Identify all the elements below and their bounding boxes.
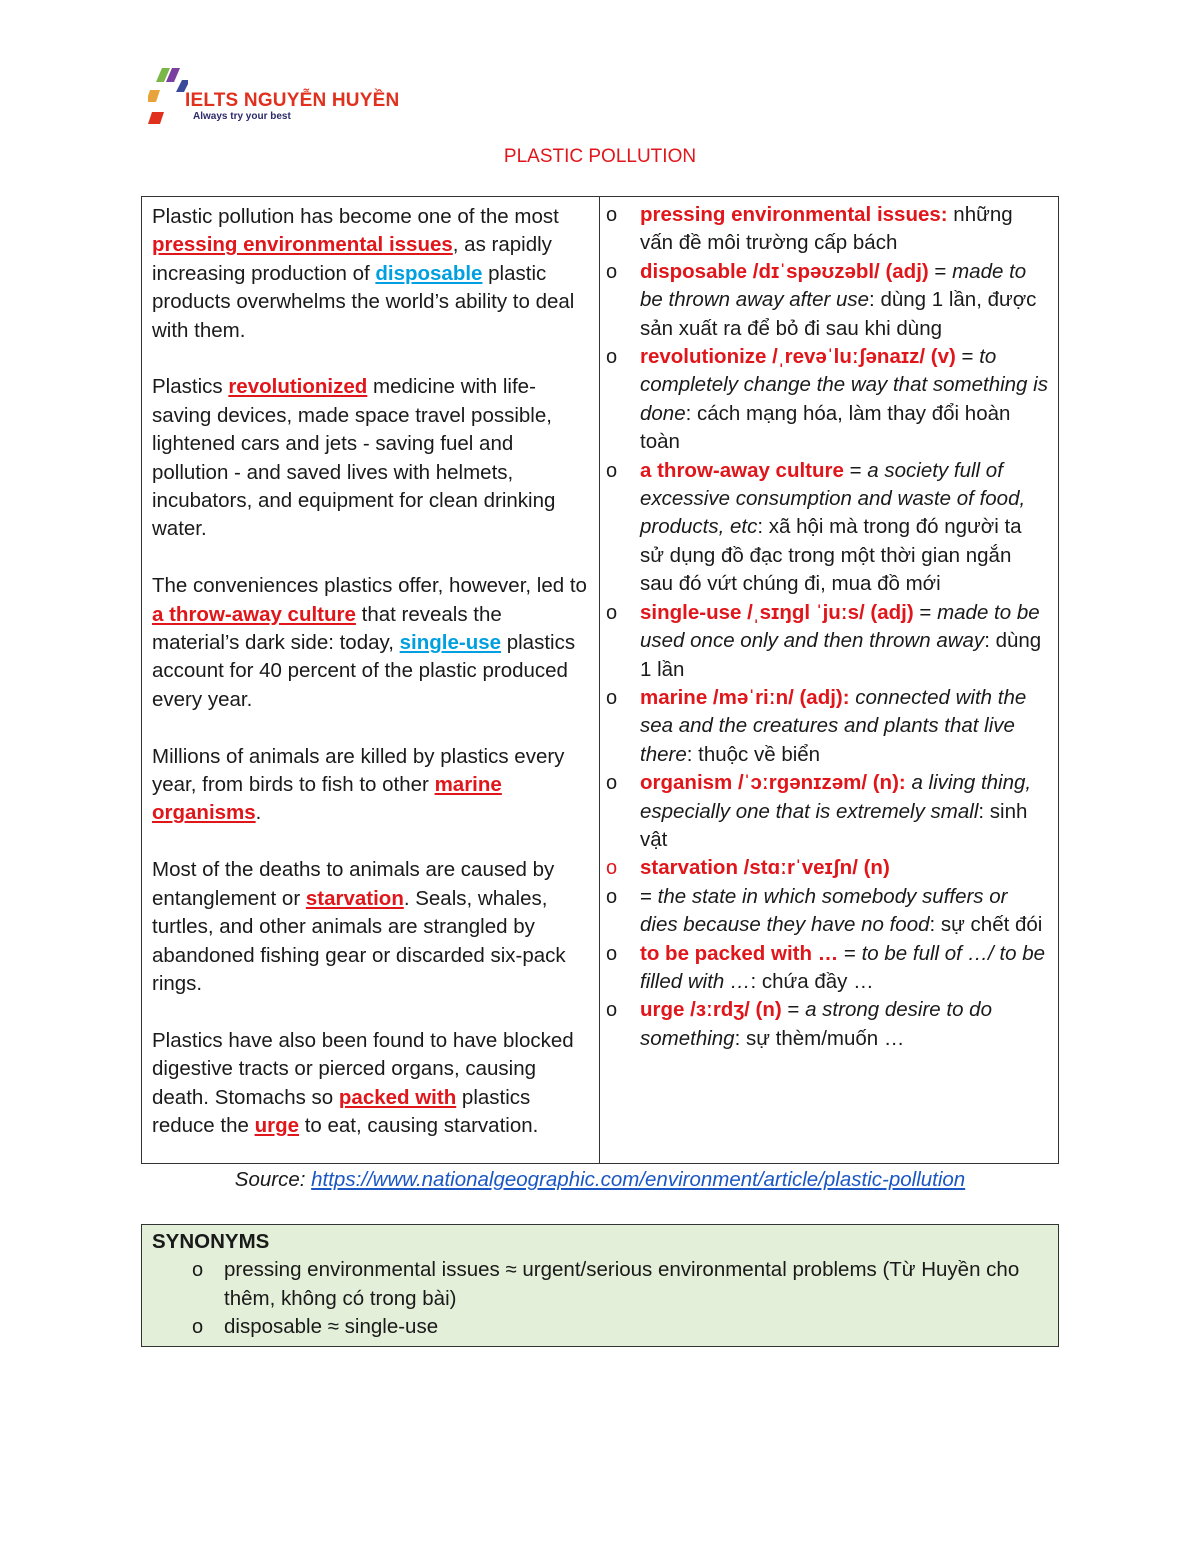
bullet-icon: o xyxy=(606,204,618,226)
logo-name: IELTS NGUYỄN HUYỀN xyxy=(185,90,400,111)
synonym-text: pressing environmental issues ≈ urgent/serious environmental problems (Từ Huyền cho thêm, không có trong bài) xyxy=(224,1258,1020,1310)
vocab-item xyxy=(600,996,1048,1053)
vocabulary-column xyxy=(600,197,1058,1163)
highlighted-term: pressing environmental issues xyxy=(152,233,453,257)
text-run: Millions of animals are killed by plastics every year, from birds to fish to other xyxy=(152,744,565,797)
text-run: = xyxy=(640,884,658,908)
highlighted-term: urge xyxy=(254,1113,300,1137)
text-run: = xyxy=(838,941,862,965)
passage-paragraph xyxy=(152,743,589,828)
vocab-item xyxy=(600,343,1048,457)
vocabulary-table xyxy=(141,196,1059,1164)
text-run: = xyxy=(928,259,953,283)
bullet-icon: o xyxy=(606,260,618,283)
text-run: medicine with life-saving devices, made space travel possible, lightened cars and jets - saving fuel and pollution - and saved lives with helmets, incubators, and equipment for clean drinking water. xyxy=(152,375,556,541)
vocab-item xyxy=(600,684,1048,769)
vocab-item xyxy=(600,258,1048,343)
vocab-term: revolutionize /ˌrevəˈluːʃənaɪz/ (v) xyxy=(640,345,956,369)
bullet-icon: o xyxy=(606,885,618,908)
text-run: Plastics xyxy=(152,375,229,399)
source-link[interactable]: https://www.nationalgeographic.com/environment/article/plastic-pollution xyxy=(311,1168,966,1191)
text-run: that reveals the material’s dark side: today, xyxy=(152,602,502,655)
bullet-icon: o xyxy=(192,1259,204,1282)
text-run: . Seals, whales, turtles, and other animals are strangled by abandoned fishing gear or discarded six-pack rings. xyxy=(152,886,566,995)
vocab-definition: connected with the sea and the creatures and plants that live there xyxy=(640,685,1027,766)
text-run: plastics reduce the xyxy=(152,1085,531,1137)
text-run: : thuộc về biển xyxy=(686,742,821,766)
bullet-icon: o xyxy=(606,942,618,965)
synonym-text: disposable ≈ single-use xyxy=(224,1315,439,1339)
bullet-icon: o xyxy=(606,686,618,709)
text-run: : sự chết đói xyxy=(929,913,1043,937)
text-run: plastic products overwhelms the world’s ability to deal with them. xyxy=(152,261,575,342)
vocab-term: a throw-away culture xyxy=(640,458,844,482)
passage-paragraph xyxy=(152,203,589,345)
highlighted-term: disposable xyxy=(375,261,483,285)
text-run: = xyxy=(781,998,806,1022)
vocab-item xyxy=(600,769,1048,854)
logo-slogan: Always try your best xyxy=(193,111,291,122)
vocab-item xyxy=(600,201,1048,258)
vocab-item xyxy=(600,940,1048,997)
text-run: Most of the deaths to animals are caused by entanglement or xyxy=(152,858,555,910)
highlighted-term: marine organisms xyxy=(152,773,502,825)
page-title: PLASTIC POLLUTION xyxy=(503,146,697,167)
highlighted-term: a throw-away culture xyxy=(152,602,356,626)
vocab-definition: a strong desire to do something xyxy=(640,998,992,1050)
bullet-icon: o xyxy=(606,772,618,795)
bullet-icon: o xyxy=(606,857,618,880)
vocab-definition: to completely change the way that something is done xyxy=(640,345,1048,425)
passage-paragraph xyxy=(152,856,589,998)
text-run: plastics account for 40 percent of the plastic produced every year. xyxy=(152,631,576,711)
vocab-term: urge /ɜːrdʒ/ (n) xyxy=(640,998,782,1022)
vocab-definition: a society full of excessive consumption and waste of food, products, etc xyxy=(640,458,1026,539)
synonym-item xyxy=(152,1256,1048,1313)
source-label: Source: xyxy=(234,1168,306,1191)
vocab-item xyxy=(600,457,1048,599)
passage-paragraph xyxy=(152,1027,589,1141)
vocab-item xyxy=(600,854,1048,882)
bullet-icon: o xyxy=(606,999,618,1022)
vocab-term: organism /ˈɔːrɡənɪzəm/ (n): xyxy=(640,771,906,795)
source-line xyxy=(0,1168,1200,1192)
text-run: : dùng 1 lần xyxy=(640,629,1042,681)
text-run: to eat, causing starvation. xyxy=(299,1113,539,1137)
text-run: : cách mạng hóa, làm thay đổi hoàn toàn xyxy=(640,401,1011,454)
vocab-definition: made to be thrown away after use xyxy=(640,259,1027,312)
vocab-term: marine /məˈriːn/ (adj): xyxy=(640,685,850,709)
text-run: : sinh vật xyxy=(640,799,1028,851)
vocab-term: single-use /ˌsɪŋɡl ˈjuːs/ (adj) xyxy=(640,600,914,624)
bullet-icon: o xyxy=(192,1316,204,1339)
logo xyxy=(148,62,408,126)
bullet-icon: o xyxy=(606,346,618,369)
vocab-definition: a living thing, especially one that is extremely small xyxy=(640,771,1032,823)
text-run: = xyxy=(913,600,938,624)
text-run: Plastics have also been found to have blocked digestive tracts or pierced organs, causing death. Stomachs so xyxy=(152,1028,574,1109)
highlighted-term: revolutionized xyxy=(228,375,368,399)
synonyms-list xyxy=(152,1256,1048,1341)
vocab-definition: made to be used once only and then thrown away xyxy=(640,600,1040,653)
passage-paragraph xyxy=(152,572,589,714)
text-run: = xyxy=(955,345,980,369)
vocab-definition: to be full of …/ to be filled with … xyxy=(640,941,1046,993)
synonym-item xyxy=(152,1313,1048,1341)
text-run: : sự thèm/muốn … xyxy=(734,1026,905,1050)
text-run: : chứa đầy … xyxy=(750,969,874,993)
vocab-definition: the state in which somebody suffers or dies because they have no food xyxy=(640,884,1008,937)
synonyms-box xyxy=(141,1224,1059,1347)
vocab-term: to be packed with … xyxy=(640,941,839,965)
text-run: The conveniences plastics offer, however, led to xyxy=(152,574,587,598)
passage-paragraph xyxy=(152,373,589,543)
vocab-item xyxy=(600,599,1048,684)
text-run: . xyxy=(255,801,262,825)
vocab-term: pressing environmental issues: xyxy=(640,203,948,226)
text-run: : xã hội mà trong đó người ta sử dụng đồ đạc trong một thời gian ngắn sau đó vứt chúng đi, mua đồ mới xyxy=(640,515,1022,596)
highlighted-term: single-use xyxy=(399,631,502,655)
highlighted-term: starvation xyxy=(305,886,404,910)
vocab-item xyxy=(600,883,1048,940)
text-run: Plastic pollution has become one of the most xyxy=(152,205,559,228)
bullet-icon: o xyxy=(606,459,618,482)
bullet-icon: o xyxy=(606,601,618,624)
text-run: : dùng 1 lần, được sản xuất ra để bỏ đi sau khi dùng xyxy=(640,288,1037,340)
vocab-term: disposable /dɪˈspəʊzəbl/ (adj) xyxy=(640,259,929,283)
text-run: = xyxy=(843,458,868,482)
vocab-term: starvation /stɑːrˈveɪʃn/ (n) xyxy=(640,856,890,880)
passage-column xyxy=(142,197,600,1163)
logo-mark-icon xyxy=(148,62,188,126)
vocabulary-list xyxy=(600,201,1048,1053)
synonyms-title: SYNONYMS xyxy=(152,1230,270,1253)
highlighted-term: packed with xyxy=(338,1085,457,1109)
text-run: , as rapidly increasing production of xyxy=(152,233,552,285)
text-run: những vấn đề môi trường cấp bách xyxy=(640,203,1013,255)
